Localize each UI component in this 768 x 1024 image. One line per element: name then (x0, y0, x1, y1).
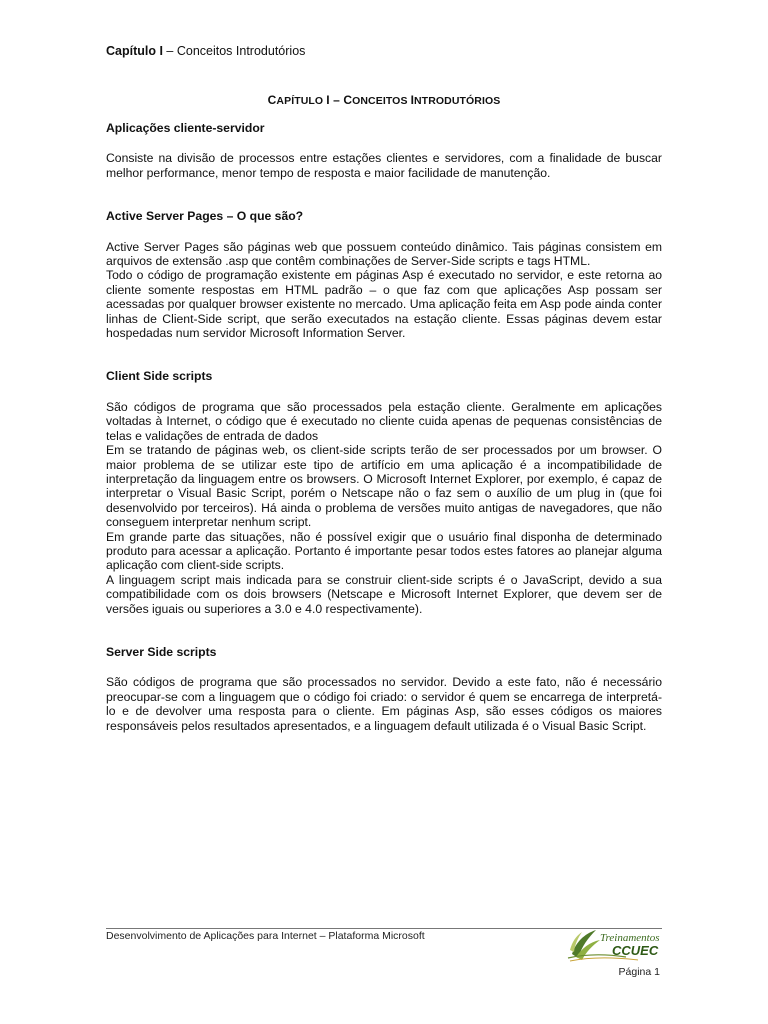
section-paragraph: A linguagem script mais indicada para se construir client-side scripts é o JavaScript, devido a sua compatibilidade com os dois browsers (Netscape e Microsoft Internet Explorer, que devem ser de versões iguais ou superiores a 3.0 e 4.0 respectivamente). (106, 572, 662, 616)
section-heading: Server Side scripts (106, 644, 217, 659)
chapter-title-part-1: APÍTULO (276, 95, 327, 107)
section-paragraph: Em grande parte das situações, não é possível exigir que o usuário final disponha de determinado produto para acessar a aplicação. Portanto é importante pesar todos estes fatores ao planejar alguma aplicação com client-side scripts. (106, 529, 662, 573)
chapter-title-cap-c: C (267, 93, 277, 107)
section-paragraph: Active Server Pages são páginas web que possuem conteúdo dinâmico. Tais páginas consistem em arquivos de extensão .asp que contêm combinações de Server-Side scripts e tags HTML. (106, 239, 662, 269)
chapter-title-part-4: NTRODUTÓRIOS (414, 95, 501, 107)
chapter-title-cap-c2: C (343, 93, 353, 107)
footer-text: Desenvolvimento de Aplicações para Internet – Plataforma Microsoft (106, 930, 425, 942)
section-paragraph: São códigos de programa que são processados no servidor. Devido a este fato, não é necessário preocupar-se com a linguagem que o código foi criado: o servidor é quem se encarrega de interpretá-lo e de devolver uma resposta para o cliente. Em páginas Asp, são esses códigos os maiores responsáveis pelos resultados apresentados, e a linguagem default utilizada é o Visual Basic Script. (106, 675, 662, 733)
section-paragraph: São códigos de programa que são processados pela estação cliente. Geralmente em aplicações voltadas à Internet, o código que é executado no cliente cuida apenas de pequenas consistências de telas e validações de entrada de dados (106, 399, 662, 443)
running-header-title: – Conceitos Introdutórios (162, 44, 306, 58)
chapter-title-cap-i: I (410, 93, 414, 107)
chapter-title-part-3: ONCEITOS (352, 95, 411, 107)
running-header (106, 44, 305, 58)
treinamentos-ccuec-logo (566, 924, 666, 962)
section-paragraph: Todo o código de programação existente em páginas Asp é executado no servidor, e este retorna ao cliente somente respostas em HTML padrão – o que faz com que aplicações Asp possam ser acessadas por qualquer browser existente no mercado. Uma aplicação feita em Asp pode ainda conter linhas de Client-Side script, que serão executados na estação cliente. Essas páginas devem estar hospedadas num servidor Microsoft Information Server. (106, 268, 662, 341)
chapter-title-separator: – (329, 93, 344, 107)
section-heading: Active Server Pages – O que são? (106, 209, 304, 224)
section-heading: Client Side scripts (106, 369, 213, 384)
section-heading: Aplicações cliente-servidor (106, 121, 265, 135)
page-number: Página 1 (618, 966, 660, 978)
logo-line-2: CCUEC (612, 943, 659, 958)
logo-line-1: Treinamentos (600, 932, 660, 944)
chapter-title (0, 93, 768, 107)
section-paragraph: Em se tratando de páginas web, os client-side scripts terão de ser processados por um browser. O maior problema de se utilizar este tipo de artifício em uma aplicação é a incompatibilidade de interpretação da linguagem entre os browsers. O Microsoft Internet Explorer, por exemplo, é capaz de interpretar o Visual Basic Script, porém o Netscape não o faz sem o auxílio de um plug in (que foi desenvolvido por terceiros). Há ainda o problema de versões muito antigas de navegadores, que não conseguem interpretar nenhum script. (106, 443, 662, 530)
document-body (106, 121, 662, 733)
section-paragraph: Consiste na divisão de processos entre estações clientes e servidores, com a finalidade de buscar melhor performance, menor tempo de resposta e maior facilidade de manutenção. (106, 151, 662, 180)
chapter-title-numeral: I (326, 93, 330, 107)
running-header-chapter: Capítulo I (106, 44, 163, 58)
